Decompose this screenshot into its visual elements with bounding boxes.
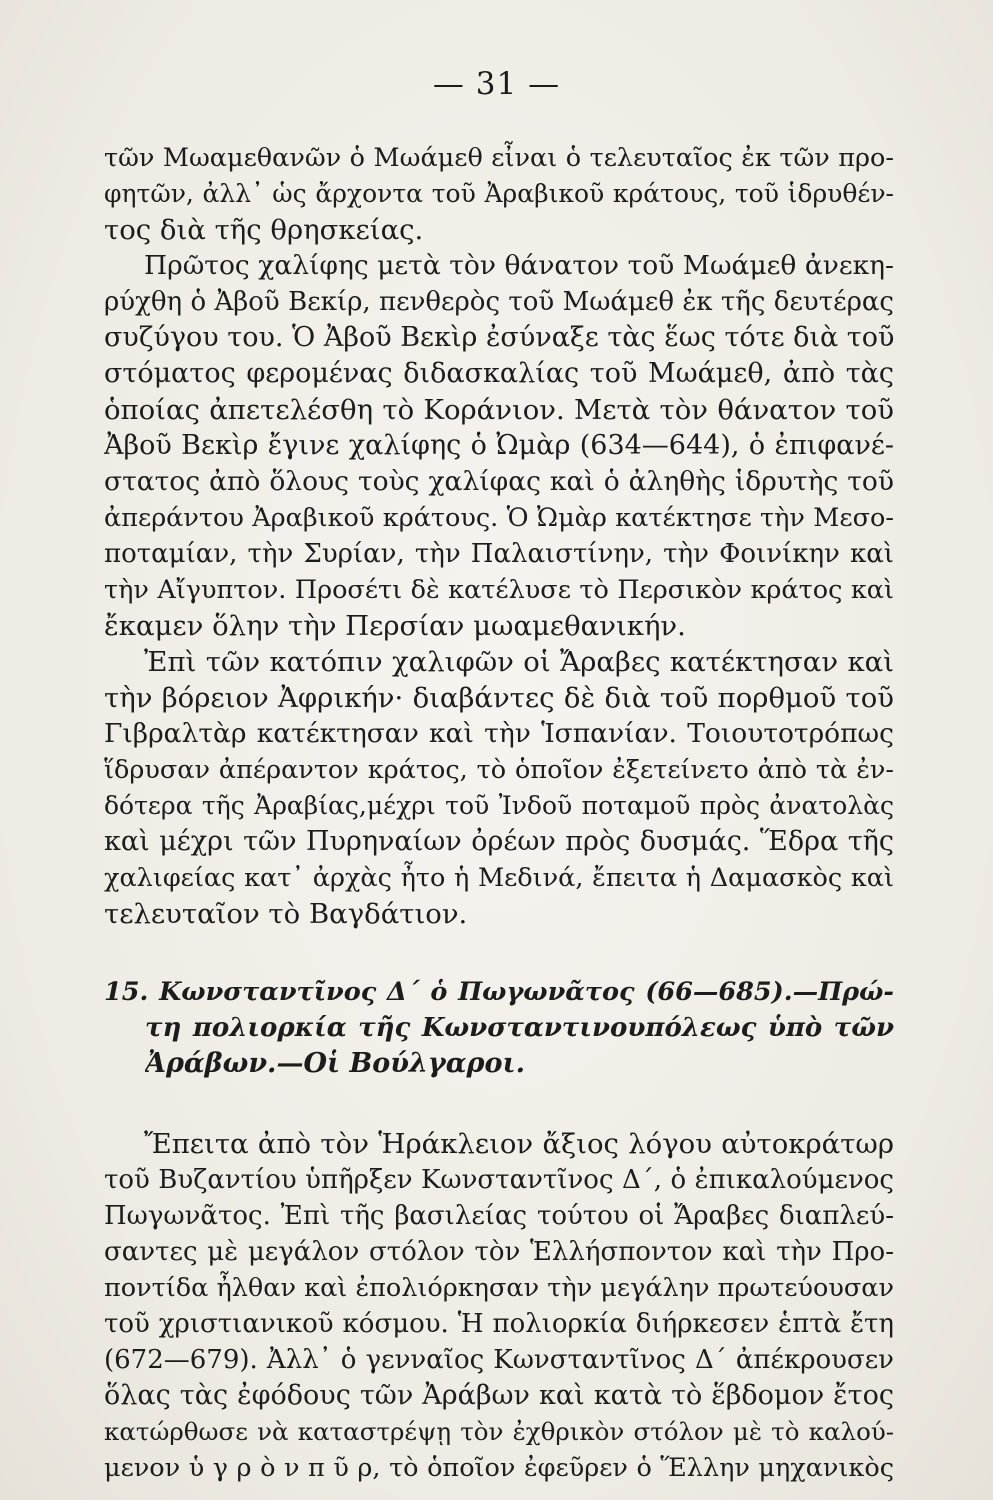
text-line: φητῶν, ἀλλ᾽ ὡς ἄρχοντα τοῦ Ἀραβικοῦ κράτους, τοῦ ἱδρυθέν- (104, 179, 894, 208)
text-line: καὶ μέχρι τῶν Πυρηναίων ὀρέων πρὸς δυσμάς. Ἕδρα τῆς (104, 826, 894, 857)
text-line: ὅλας τὰς ἐφόδους τῶν Ἀράβων καὶ κατὰ τὸ ἕβδομον ἔτος (104, 1380, 894, 1411)
text-line: τος διὰ τῆς θρησκείας. (104, 214, 424, 246)
text-line: τῶν Μωαμεθανῶν ὁ Μωάμεθ εἶναι ὁ τελευταῖος ἐκ τῶν προ- (104, 143, 894, 173)
text-line: τὴν Αἴγυπτον. Προσέτι δὲ κατέλυσε τὸ Περσικὸν κράτος καὶ (104, 575, 894, 605)
text-line: Πρῶτος χαλίφης μετὰ τὸν θάνατον τοῦ Μωάμεθ ἀνεκη- (144, 250, 894, 281)
text-line: ποταμίαν, τὴν Συρίαν, τὴν Παλαιστίνην, τὴν Φοινίκην καὶ (104, 539, 894, 569)
text-line: ὁποίας ἀπετελέσθη τὸ Κοράνιον. Μετὰ τὸν θάνατον τοῦ (104, 394, 894, 426)
section-heading-line: 15. Κωνσταντῖνος Δ´ ὁ Πωγωνᾶτος (66—685).—Πρώ- (104, 977, 894, 1007)
text-line: ἵδρυσαν ἀπέραντον κράτος, τὸ ὁποῖον ἐξετείνετο ἀπὸ τὰ ἐν- (104, 755, 894, 785)
text-line: στόματος φερομένας διδασκαλίας τοῦ Μωάμεθ, ἀπὸ τὰς (104, 358, 894, 389)
text-line: τὴν βόρειον Ἀφρικήν· διαβάντες δὲ διὰ τοῦ πορθμοῦ τοῦ (104, 682, 894, 714)
text-line: ρύχθη ὁ Ἀβοῦ Βεκίρ, πενθερὸς τοῦ Μωάμεθ ἐκ τῆς δευτέρας (104, 287, 894, 317)
text-line: ἀπεράντου Ἀραβικοῦ κράτους. Ὁ Ὠμὰρ κατέκτησε τὴν Μεσο- (104, 503, 894, 533)
section-heading-line: τη πολιορκία τῆς Κωνσταντινουπόλεως ὑπὸ τῶν (145, 1013, 894, 1043)
text-line: ποντίδα ἦλθαν καὶ ἐπολιόρκησαν τὴν μεγάλην πρωτεύουσαν (104, 1273, 894, 1303)
text-line: Ἀβοῦ Βεκὶρ ἔγινε χαλίφης ὁ Ὠμὰρ (634—644), ὁ ἐπιφανέ- (104, 430, 894, 461)
text-line: τοῦ χριστιανικοῦ κόσμου. Ἡ πολιορκία διήρκεσεν ἑπτὰ ἔτη (104, 1309, 894, 1339)
section-heading-line: Ἀράβων.—Οἱ Βούλγαροι. (145, 1048, 525, 1079)
text-line: χαλιφείας κατ᾽ ἀρχὰς ἦτο ἡ Μεδινά, ἔπειτα ἡ Δαμασκὸς καὶ (104, 863, 894, 893)
text-line: συζύγου του. Ὁ Ἀβοῦ Βεκὶρ ἐσύναξε τὰς ἕως τότε διὰ τοῦ (104, 322, 894, 353)
text-line: Πωγωνᾶτος. Ἐπὶ τῆς βασιλείας τούτου οἱ Ἄραβες διαπλεύ- (104, 1201, 894, 1231)
text-line: ἔκαμεν ὅλην τὴν Περσίαν μωαμεθανικήν. (104, 610, 686, 642)
text-line: μενον ὑ γ ρ ὸ ν π ῦ ρ, τὸ ὁποῖον ἐφεῦρεν ὁ Ἕλλην μηχανικὸς (104, 1453, 894, 1483)
text-line: δότερα τῆς Ἀραβίας,μέχρι τοῦ Ἰνδοῦ ποταμοῦ πρὸς ἀνατολὰς (104, 791, 894, 820)
text-line: Ἔπειτα ἀπὸ τὸν Ἡράκλειον ἄξιος λόγου αὐτοκράτωρ (144, 1128, 894, 1160)
text-line: τοῦ Βυζαντίου ὑπῆρξεν Κωνσταντῖνος Δ´, ὁ ἐπικαλούμενος (104, 1165, 894, 1195)
text-line: σαντες μὲ μεγάλον στόλον τὸν Ἑλλήσποντον καὶ τὴν Προ- (104, 1237, 894, 1267)
text-line: (672—679). Ἀλλ᾽ ὁ γενναῖος Κωνσταντῖνος Δ´ ἀπέκρουσεν (104, 1345, 894, 1375)
text-line: Γιβραλτὰρ κατέκτησαν καὶ τὴν Ἱσπανίαν. Τοιουτοτρόπως (104, 718, 894, 749)
text-line: Ἐπὶ τῶν κατόπιν χαλιφῶν οἱ Ἄραβες κατέκτησαν καὶ (144, 646, 894, 678)
text-line: κατώρθωσε νὰ καταστρέψῃ τὸν ἐχθρικὸν στόλον μὲ τὸ καλού- (104, 1417, 894, 1446)
text-line: στατος ἀπὸ ὅλους τοὺς χαλίφας καὶ ὁ ἀληθὴς ἱδρυτὴς τοῦ (104, 466, 894, 497)
text-line: τελευταῖον τὸ Βαγδάτιον. (104, 898, 468, 930)
page-number: — 31 — (432, 66, 561, 102)
